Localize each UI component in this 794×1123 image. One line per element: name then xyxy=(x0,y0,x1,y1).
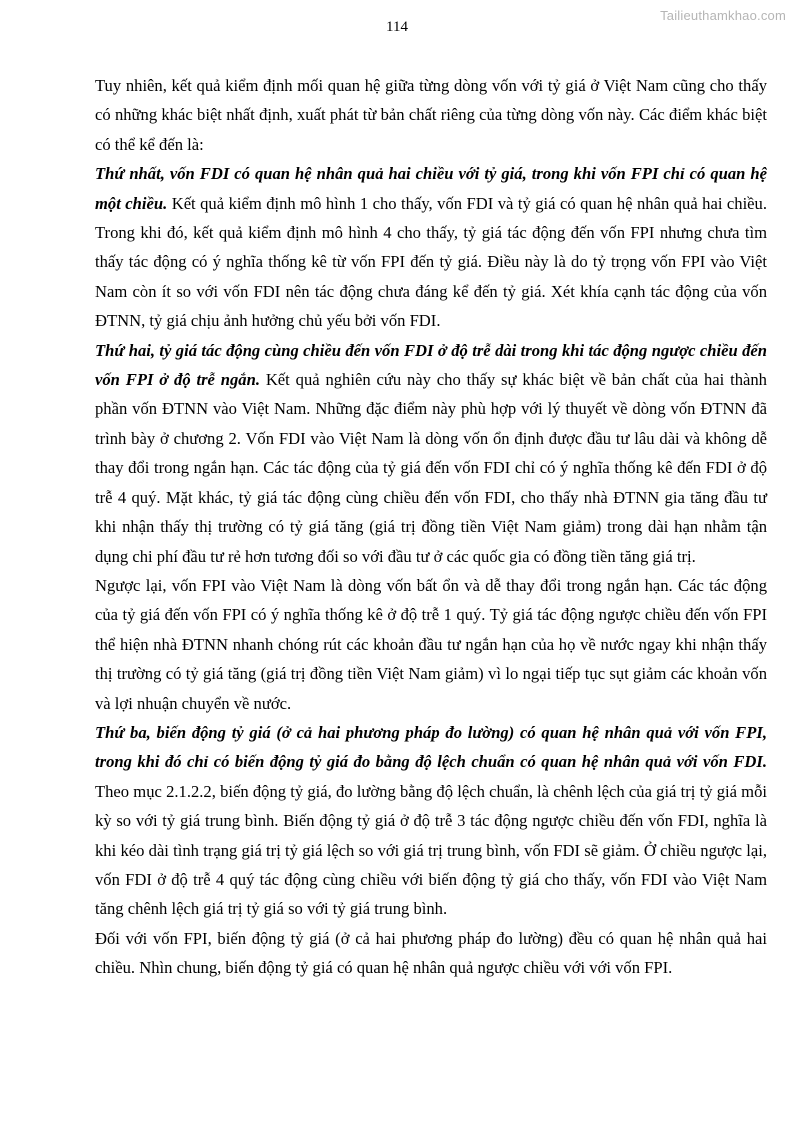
paragraph-text: Theo mục 2.1.2.2, biến động tỷ giá, đo lường bằng độ lệch chuẩn, là chênh lệch của giá trị tỷ giá mỗi kỳ so với tỷ giá trung bình. Biến động tỷ giá ở độ trễ 3 tác động ngược chiều đến vốn FDI, nghĩa là khi kéo dài tình trạng giá trị tỷ giá lệch so với giá trị trung bình, vốn FDI sẽ giảm. Ở chiều ngược lại, vốn FDI ở độ trễ 4 quý tác động cùng chiều với biến động tỷ giá cho thấy, vốn FDI vào Việt Nam tăng chênh lệch giá trị tỷ giá so với tỷ giá trung bình. xyxy=(95,781,767,919)
paragraph-lead: Thứ hai, tỷ giá tác động cùng chiều đến vốn FDI ở độ trễ dài trong khi tác động ngược chiều đến vốn FPI ở độ trễ ngắn. xyxy=(95,340,767,390)
paragraph-fpi-contrast xyxy=(95,571,767,718)
paragraph-text: Đối với vốn FPI, biến động tỷ giá (ở cả hai phương pháp đo lường) đều có quan hệ nhân quả hai chiều. Nhìn chung, biến động tỷ giá có quan hệ nhân quả ngược chiều với với vốn FPI. xyxy=(95,928,767,978)
paragraph-lead: Thứ ba, biến động tỷ giá (ở cả hai phương pháp đo lường) có quan hệ nhân quả với vốn FPI, trong khi đó chỉ có biến động tỷ giá đo bằng độ lệch chuẩn có quan hệ nhân quả với vốn FDI. xyxy=(95,722,767,772)
paragraph-point-one xyxy=(95,159,767,335)
page-number: 114 xyxy=(386,19,408,35)
paragraph-text: Tuy nhiên, kết quả kiểm định mối quan hệ giữa từng dòng vốn với tỷ giá ở Việt Nam cũng cho thấy có những khác biệt nhất định, xuất phát từ bản chất riêng của từng dòng vốn này. Các điểm khác biệt có thể kể đến là: xyxy=(95,76,767,154)
paragraph-point-two xyxy=(95,336,767,571)
paragraph-text: Kết quả kiểm định mô hình 1 cho thấy, vốn FDI và tỷ giá có quan hệ nhân quả hai chiều. Trong khi đó, kết quả kiểm định mô hình 4 cho thấy, tỷ giá tác động đến vốn FPI nhưng chưa tìm thấy tác động có ý nghĩa thống kê từ vốn FPI đến tỷ giá. Điều này là do tỷ trọng vốn FPI vào Việt Nam còn ít so với vốn FDI nên tác động chưa đáng kể đến tỷ giá. Xét khía cạnh tác động của vốn ĐTNN, tỷ giá chịu ảnh hưởng chủ yếu bởi vốn FDI. xyxy=(95,193,767,331)
document-body xyxy=(95,71,767,983)
paragraph-point-three xyxy=(95,718,767,924)
paragraph-text: Ngược lại, vốn FPI vào Việt Nam là dòng vốn bất ổn và dễ thay đổi trong ngắn hạn. Các tác động của tỷ giá đến vốn FPI có ý nghĩa thống kê ở độ trễ 1 quý. Tỷ giá tác động ngược chiều đến vốn FPI thể hiện nhà ĐTNN nhanh chóng rút các khoản đầu tư ngắn hạn của họ về nước ngay khi nhận thấy thị trường có tỷ giá tăng (giá trị đồng tiền Việt Nam giảm) vì lo ngại tiếp tục sụt giảm các khoản vốn và lợi nhuận chuyển về nước. xyxy=(95,575,767,713)
watermark-text: Tailieuthamkhao.com xyxy=(660,8,786,23)
paragraph-intro xyxy=(95,71,767,159)
paragraph-lead: Thứ nhất, vốn FDI có quan hệ nhân quả hai chiều với tỷ giá, trong khi vốn FPI chỉ có quan hệ một chiều. xyxy=(95,164,767,213)
paragraph-fpi-volatility xyxy=(95,924,767,983)
paragraph-text: Kết quả nghiên cứu này cho thấy sự khác biệt về bản chất của hai thành phần vốn ĐTNN vào Việt Nam. Những đặc điểm này phù hợp với lý thuyết về dòng vốn ĐTNN đã trình bày ở chương 2. Vốn FDI vào Việt Nam là dòng vốn ổn định được đầu tư lâu dài và không dễ thay đổi trong ngắn hạn. Các tác động của tỷ giá đến vốn FDI chỉ có ý nghĩa thống kê đến FDI ở độ trễ 4 quý. Mặt khác, tỷ giá tác động cùng chiều đến vốn FDI, cho thấy nhà ĐTNN gia tăng đầu tư khi nhận thấy thị trường có tỷ giá tăng (giá trị đồng tiền Việt Nam giảm) trong dài hạn nhằm tận dụng chi phí đầu tư rẻ hơn tương đối so với đầu tư ở các quốc gia có đồng tiền tăng giá trị. xyxy=(95,370,767,566)
